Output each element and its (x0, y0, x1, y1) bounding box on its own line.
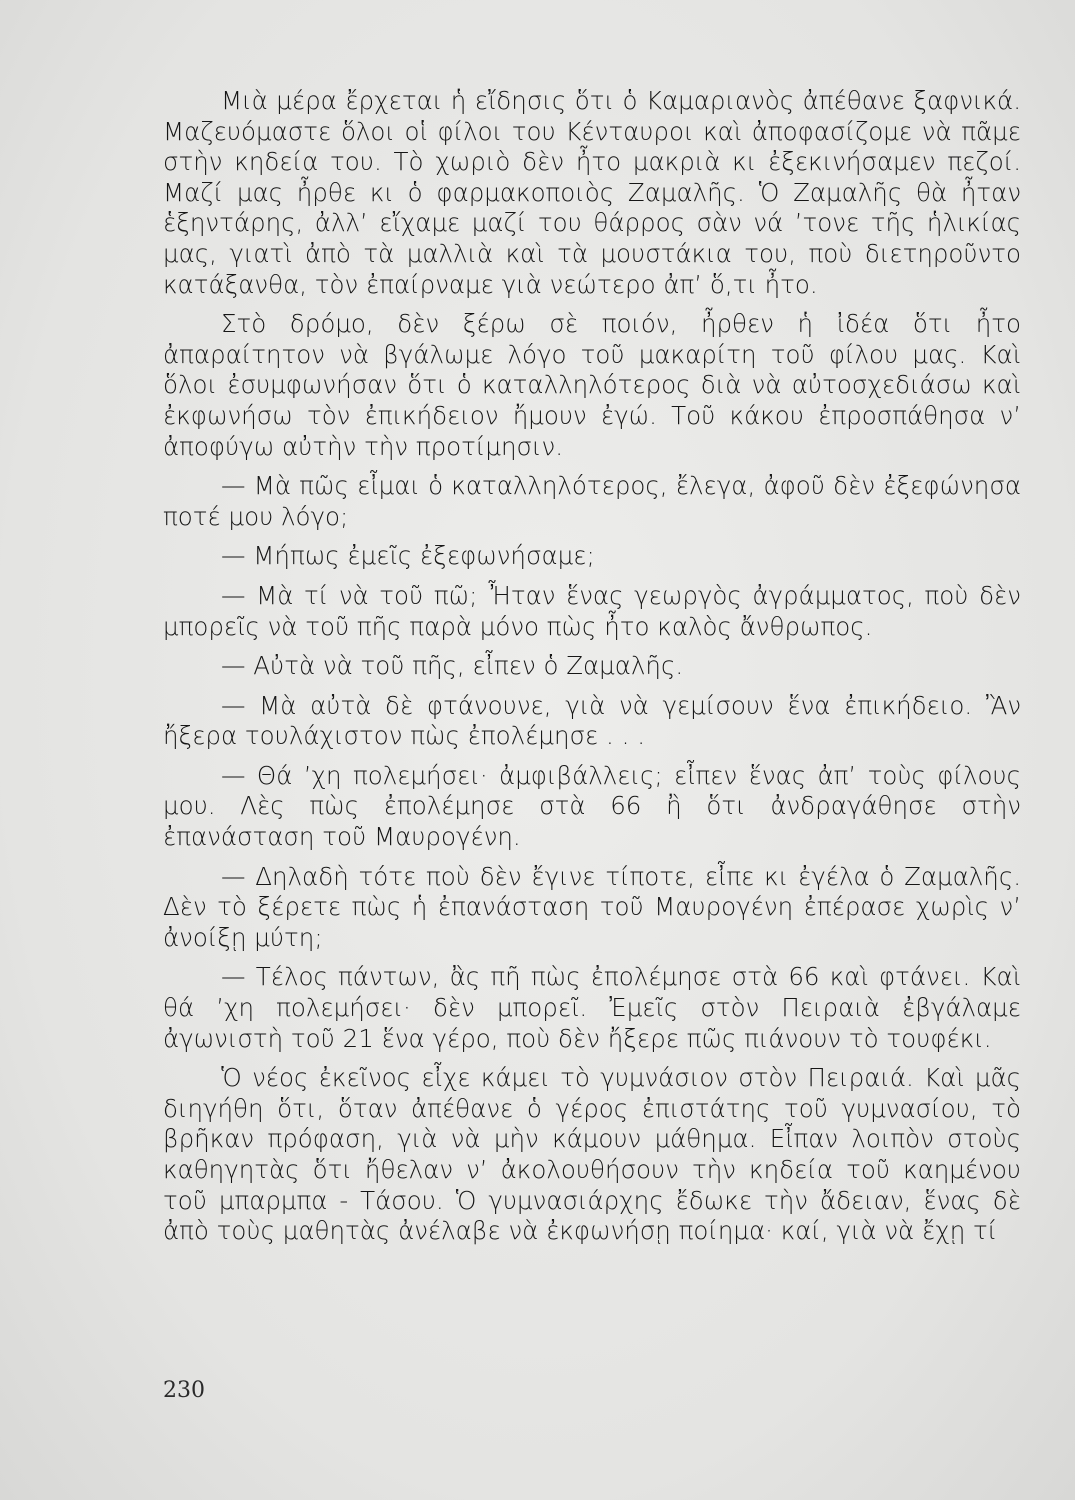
dialogue-line-6: — Θά ’χη πολεμήσει· ἀμφιβάλλεις; εἶπεν ἕνας ἀπ’ τοὺς φίλους μου. Λὲς πὼς ἐπολέμησε στὰ 66 ἢ ὅτι ἀνδραγάθησε στὴν ἐπανάσταση τοῦ Μαυρογένη. (163, 760, 1021, 852)
paragraph-1: Μιὰ μέρα ἔρχεται ἡ εἴδησις ὅτι ὁ Καμαριανὸς ἀπέθανε ξαφνικά. Μαζευόμαστε ὅλοι οἱ φίλοι του Κένταυροι καὶ ἀποφασίζομε νὰ πᾶμε στὴν κηδεία του. Τὸ χωριὸ δὲν ἦτο μακριὰ κι ἐξεκινήσαμεν πεζοί. Μαζί μας ἦρθε κι ὁ φαρμακοποιὸς Ζαμαλῆς. Ὁ Ζαμαλῆς θὰ ἦταν ἑξηντάρης, ἀλλ’ εἴχαμε μαζί του θάρρος σὰν νά ’τονε τῆς ἡλικίας μας, γιατὶ ἀπὸ τὰ μαλλιὰ καὶ τὰ μουστάκια του, ποὺ διετηροῦντο κατάξανθα, τὸν ἐπαίρναμε γιὰ νεώτερο ἀπ’ ὅ,τι ἦτο. (163, 86, 1021, 299)
body-text (163, 86, 1021, 1247)
dialogue-line-7: — Δηλαδὴ τότε ποὺ δὲν ἔγινε τίποτε, εἶπε κι ἐγέλα ὁ Ζαμαλῆς. Δὲν τὸ ξέρετε πὼς ἡ ἐπανάσταση τοῦ Μαυρογένη ἐπέρασε χωρὶς ν’ ἀνοίξῃ μύτη; (163, 861, 1021, 952)
dialogue-line-5: — Μὰ αὐτὰ δὲ φτάνουνε, γιὰ νὰ γεμίσουν ἕνα ἐπικήδειο. Ἂν ἤξερα τουλάχιστον πὼς ἐπολέμησε . . . (163, 690, 1021, 751)
dialogue-line-8: — Τέλος πάντων, ἂς πῆ πὼς ἐπολέμησε στὰ 66 καὶ φτάνει. Καὶ θά ’χη πολεμήσει· δὲν μπορεῖ. Ἐμεῖς στὸν Πειραιὰ ἐβγάλαμε ἀγωνιστὴ τοῦ 21 ἕνα γέρο, ποὺ δὲν ἤξερε πῶς πιάνουν τὸ τουφέκι. (163, 962, 1021, 1053)
dialogue-line-1: — Μὰ πῶς εἶμαι ὁ καταλληλότερος, ἔλεγα, ἀφοῦ δὲν ἐξεφώνησα ποτέ μου λόγο; (163, 471, 1021, 531)
paragraph-2: Στὸ δρόμο, δὲν ξέρω σὲ ποιόν, ἦρθεν ἡ ἰδέα ὅτι ἦτο ἀπαραίτητον νὰ βγάλωμε λόγο τοῦ μακαρίτη τοῦ φίλου μας. Καὶ ὅλοι ἐσυμφωνήσαν ὅτι ὁ καταλληλότερος διὰ νὰ αὐτοσχεδιάσω καὶ ἐκφωνήσω τὸν ἐπικήδειον ἤμουν ἐγώ. Τοῦ κάκου ἐπροσπάθησα ν’ ἀποφύγω αὐτὴν τὴν προτίμησιν. (163, 309, 1021, 461)
dialogue-line-3: — Μὰ τί νὰ τοῦ πῶ; Ἦταν ἕνας γεωργὸς ἀγράμματος, ποὺ δὲν μπορεῖς νὰ τοῦ πῆς παρὰ μόνο πὼς ἦτο καλὸς ἄνθρωπος. (163, 580, 1021, 641)
dialogue-line-2: — Μήπως ἐμεῖς ἐξεφωνήσαμε; (221, 541, 595, 571)
dialogue-line-4: — Αὐτὰ νὰ τοῦ πῆς, εἶπεν ὁ Ζαμαλῆς. (221, 651, 684, 681)
paragraph-3: Ὁ νέος ἐκεῖνος εἶχε κάμει τὸ γυμνάσιον στὸν Πειραιά. Καὶ μᾶς διηγήθη ὅτι, ὅταν ἀπέθανε ὁ γέρος ἐπιστάτης τοῦ γυμνασίου, τὸ βρῆκαν πρόφαση, γιὰ νὰ μὴν κάμουν μάθημα. Εἶπαν λοιπὸν στοὺς καθηγητὰς ὅτι ἤθελαν ν’ ἀκολουθήσουν τὴν κηδεία τοῦ καημένου τοῦ μπαρμπα - Τάσου. Ὁ γυμνασιάρχης ἔδωκε τὴν ἄδειαν, ἕνας δὲ ἀπὸ τοὺς μαθητὰς ἀνέλαβε νὰ ἐκφωνήσῃ ποίημα· καί, γιὰ νὰ ἔχῃ τί (163, 1063, 1021, 1246)
page-number: 230 (163, 1378, 205, 1403)
